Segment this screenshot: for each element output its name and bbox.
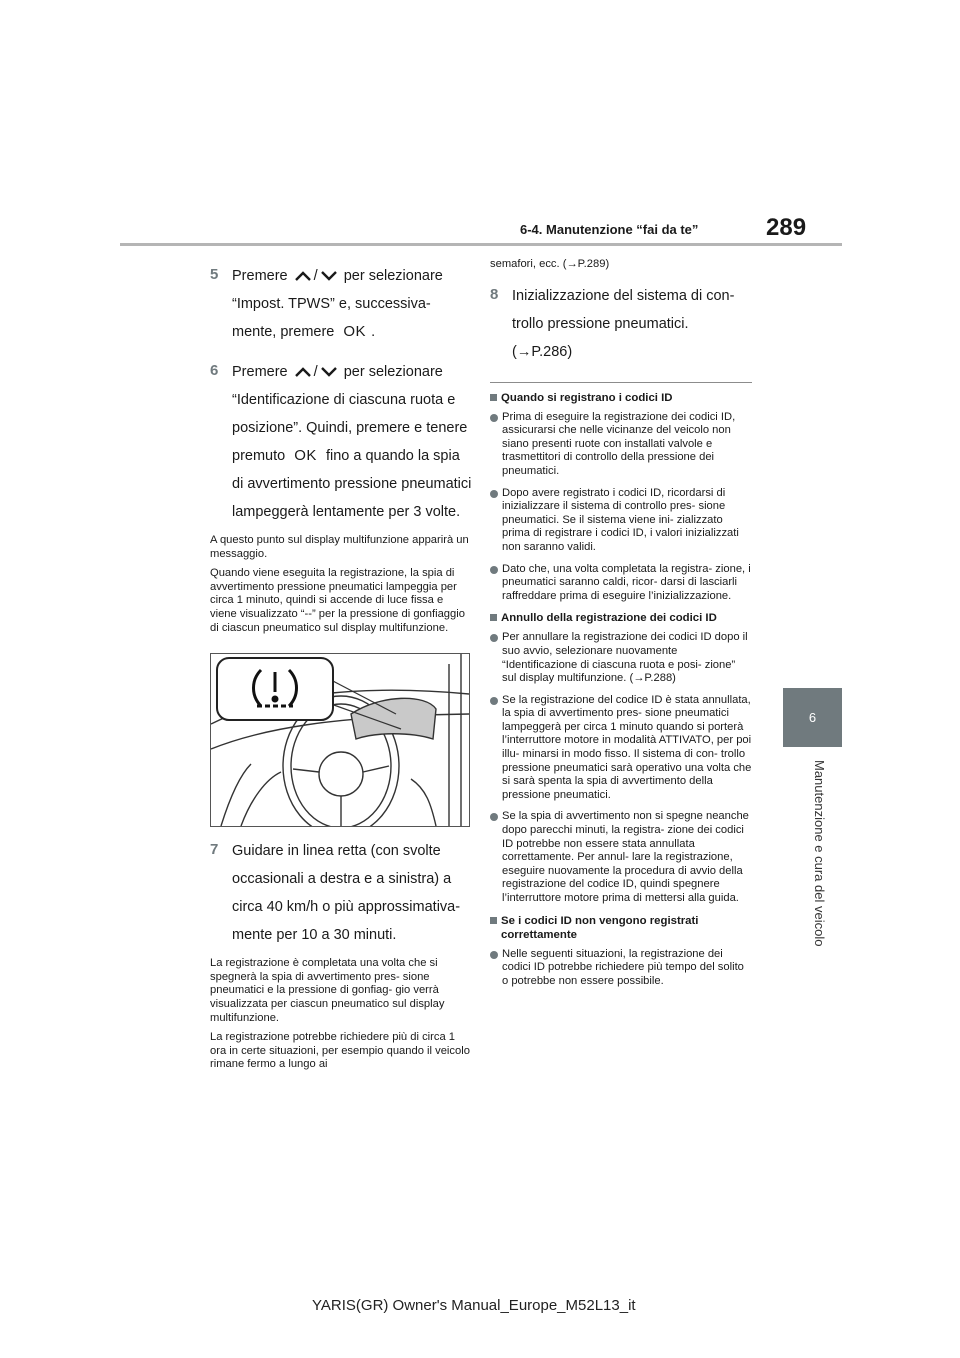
note-bullet: Nelle seguenti situazioni, la registrazione dei codici ID potrebbe richiedere più tempo del solito o potrebbe non essere possibile.	[490, 948, 752, 989]
step-6-note-2: Quando viene eseguita la registrazione, la spia di avvertimento pressione pneumatici lampeggia per circa 1 minuto, quindi si accende di luce fissa e viene visualizzato “--” per la pressione di gonfiaggio di ciascun pneumatico sul display multifunzione.	[210, 567, 465, 634]
chapter-title: Manutenzione e cura del veicolo	[812, 760, 827, 947]
bullet-dot-icon	[490, 490, 498, 498]
page-number: 289	[766, 214, 807, 241]
note-heading: Annullo della registrazione dei codici ID	[490, 611, 752, 625]
header-rule	[120, 243, 842, 246]
section-title: 6-4. Manutenzione “fai da te”	[520, 222, 699, 237]
step-6: 6 Premere / per selezionare “Identificazione di ciascuna ruota e posizione”. Quindi, premere e tenere premuto OK fino a quando la spia di avvertimento pressione pneumatici lampeggerà lentamente per 3 volte.	[210, 358, 472, 526]
bullet-dot-icon	[490, 951, 498, 959]
step-number: 6	[210, 362, 219, 379]
step-number: 5	[210, 266, 219, 283]
step-text: Inizializzazione del sistema di con- trollo pressione pneumatici. (→P.286)	[512, 287, 735, 360]
square-bullet-icon	[490, 614, 497, 621]
step-7-note-2-continued: semafori, ecc. (→P.289)	[490, 258, 610, 270]
step-6-note-1: A questo punto sul display multifunzione apparirà un messaggio.	[210, 534, 469, 560]
note-heading: Quando si registrano i codici ID	[490, 391, 752, 405]
square-bullet-icon	[490, 394, 497, 401]
note-heading: Se i codici ID non vengono registrati correttamente	[490, 914, 752, 942]
left-column	[210, 262, 472, 1078]
bullet-dot-icon	[490, 566, 498, 574]
square-bullet-icon	[490, 917, 497, 924]
ok-button-icon: OK	[294, 447, 317, 464]
note-bullet: Dopo avere registrato i codici ID, ricordarsi di inizializzare il sistema di controllo pres- sione pneumatici. Se il sistema viene ini- zializzato prima di registrare i codici ID, i valori inizializzati non saranno validi.	[490, 487, 752, 555]
step-text: per selezionare “Identificazione di ciascuna ruota e posizione”. Quindi, premere e tenere premuto	[232, 364, 468, 464]
step-5: 5 Premere / per selezionare “Impost. TPWS” e, successiva- mente, premere OK .	[210, 262, 472, 346]
chevron-up-icon	[294, 270, 312, 282]
step-7	[210, 837, 472, 949]
step-number: 8	[490, 285, 499, 303]
step-8	[490, 282, 752, 366]
bullet-dot-icon	[490, 813, 498, 821]
note-bullet: Se la spia di avvertimento non si spegne neanche dopo parecchi minuti, la registra- zione dei codici ID potrebbe non essere stata annullata correttamente. Per annul- lare la registrazione, eseguire nuovamente la procedura di avvio della registrazione del codice ID, quindi spegnere l’interruttore motore prima di mettersi alla guida.	[490, 810, 752, 905]
right-column	[490, 258, 752, 996]
bullet-dot-icon	[490, 697, 498, 705]
step-text: Premere	[232, 268, 288, 284]
step-text: Premere	[232, 364, 288, 380]
steering-wheel-illustration	[211, 654, 469, 826]
step-text: Guidare in linea retta (con svolte occasionali a destra e a sinistra) a circa 40 km/h o più approssimativa- mente per 10 a 30 minuti.	[232, 843, 461, 944]
chevron-down-icon	[320, 270, 338, 282]
note-bullet: Per annullare la registrazione dei codici ID dopo il suo avvio, selezionare nuovamente “Identificazione di ciascuna ruota e posi- zione” sul display multifunzione. (→P.288)	[490, 631, 752, 685]
dashboard-illustration	[210, 653, 470, 827]
step-text: .	[371, 324, 376, 340]
chapter-number: 6	[808, 710, 817, 725]
chevron-up-icon	[294, 366, 312, 378]
notes-rule	[490, 382, 752, 383]
step-text: fino a quando la spia di avvertimento pressione pneumatici lampeggerà lentamente per 3 volte.	[232, 448, 472, 520]
step-number: 7	[210, 841, 219, 859]
step-text: per selezionare “Impost. TPWS” e, successiva- mente, premere	[232, 268, 443, 340]
chapter-tab[interactable]	[783, 688, 842, 747]
bullet-dot-icon	[490, 634, 498, 642]
step-7-note-2: La registrazione potrebbe richiedere più di circa 1 ora in certe situazioni, per esempio quando il veicolo rimane fermo a lungo ai	[210, 1031, 470, 1071]
ok-button-icon: OK	[343, 323, 367, 340]
chevron-down-icon	[320, 366, 338, 378]
note-bullet: Se la registrazione del codice ID è stata annullata, la spia di avvertimento pres- sione pneumatici lampeggerà per circa 1 minuto quando si porterà l’interruttore motore in modalità ATTIVATO, per poi illu- minarsi in modo fisso. Il sistema di con- trollo pressione pneumatici sarà operativo una volta che si sarà spenta la spia di avvertimento della pressione pneumatici.	[490, 694, 752, 803]
bullet-dot-icon	[490, 414, 498, 422]
note-bullet: Dato che, una volta completata la registra- zione, i pneumatici saranno caldi, ricor- darsi di lasciarli raffreddare prima di eseguire l’inizializzazione.	[490, 563, 752, 604]
note-bullet: Prima di eseguire la registrazione dei codici ID, assicurarsi che nelle vicinanze del veicolo non siano presenti ruote con installati valvole e trasmettitori di controllo della pressione dei pneumatici.	[490, 411, 752, 479]
footer-text: YARIS(GR) Owner's Manual_Europe_M52L13_it	[312, 1297, 636, 1314]
step-7-note-1: La registrazione è completata una volta che si spegnerà la spia di avvertimento pres- sione pneumatici e la pressione di gonfiag- gio verrà visualizzata per ciascun pneumatico sul display multifunzione.	[210, 957, 445, 1024]
